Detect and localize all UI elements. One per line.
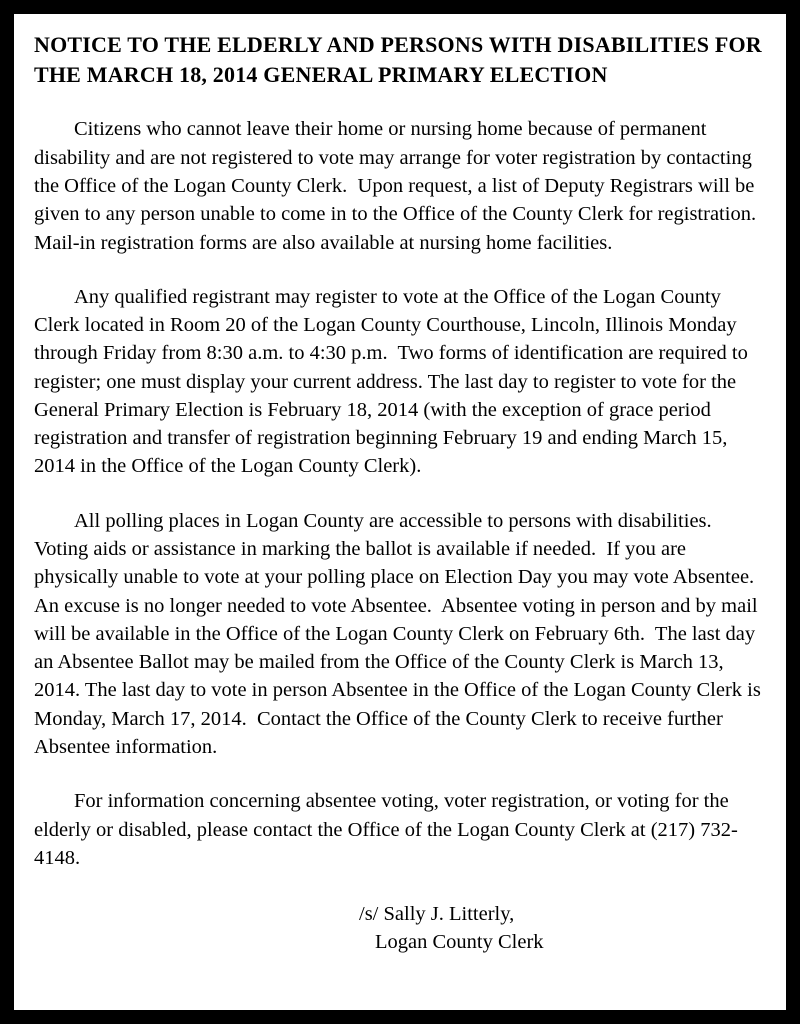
notice-paragraph-polling-absentee: All polling places in Logan County are accessible to persons with disabilities. Voting aids or assistance in marking the ballot is available if needed. If you are physically unable to vote at your polling place on Election Day you may vote Absentee. An excuse is no longer needed to vote Absentee. Absentee voting in person and by mail will be available in the Office of the Logan County Clerk on February 6th. The last day an Absentee Ballot may be mailed from the Office of the County Clerk is March 13, 2014. The last day to vote in person Absentee in the Office of the Logan County Clerk is Monday, March 17, 2014. Contact the Office of the County Clerk to receive further Absentee information. — [34, 509, 766, 758]
signature-title: Logan County Clerk — [375, 931, 544, 954]
notice-paragraph-contact: For information concerning absentee voting, voter registration, or voting for the elderly or disabled, please contact the Office of the Logan County Clerk at (217) 732-4148. — [34, 790, 738, 869]
notice-paragraph-register-location: Any qualified registrant may register to vote at the Office of the Logan County Clerk located in Room 20 of the Logan County Courthouse, Lincoln, Illinois Monday through Friday from 8:30 a.m. to 4:30 p.m. Two forms of identification are required to register; one must display your current address. The last day to register to vote for the General Primary Election is February 18, 2014 (with the exception of grace period registration and transfer of registration beginning February 19 and ending March 15, 2014 in the Office of the Logan County Clerk). — [34, 285, 753, 478]
notice-paragraph-registration: Citizens who cannot leave their home or nursing home because of permanent disability and are not registered to vote may arrange for voter registration by contacting the Office of the Logan County Clerk. Upon request, a list of Deputy Registrars will be given to any person unable to come in to the Office of the County Clerk for registration. Mail-in registration forms are also available at nursing home facilities. — [34, 118, 767, 254]
signature-block — [34, 900, 764, 957]
notice-title: NOTICE TO THE ELDERLY AND PERSONS WITH DISABILITIES FOR THE MARCH 18, 2014 GENERAL PRIMARY ELECTION — [34, 32, 762, 87]
signature-name: /s/ Sally J. Litterly, — [359, 903, 515, 926]
